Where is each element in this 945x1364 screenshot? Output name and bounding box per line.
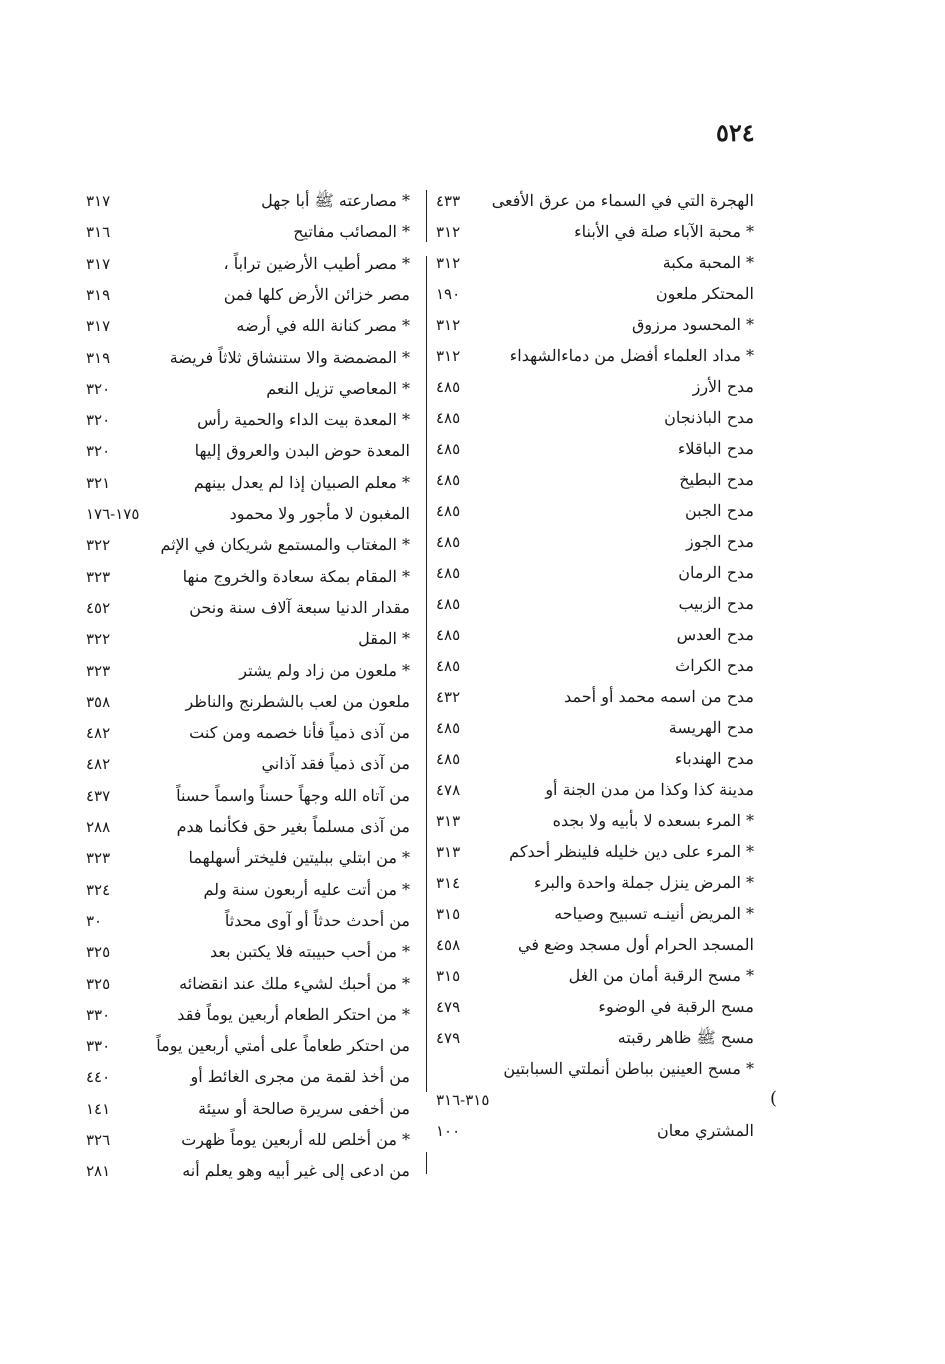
entry-term: * من أخلص لله أربعين يوماً ظهرت	[181, 1130, 410, 1149]
entry-term: * المعاصي تزيل النعم	[266, 378, 410, 398]
entry-page-number: ٣١٣	[436, 843, 461, 861]
index-entry	[86, 812, 416, 842]
index-entry	[432, 1085, 772, 1115]
entry-term: * المقام بمكة سعادة والخروج منها	[182, 566, 410, 586]
index-entry	[432, 558, 772, 588]
entry-page-number: ٤٧٩	[436, 1029, 461, 1047]
entry-page-number: ٤٨٢	[86, 755, 111, 774]
index-entry	[432, 899, 772, 929]
entry-page-number: ٣١٥-٣١٦	[436, 1091, 490, 1109]
entry-page-number: ٣١٣	[436, 812, 461, 830]
entry-page-number: ٣٢٣	[86, 661, 111, 680]
index-entry	[432, 992, 772, 1022]
entry-term: * المغتاب والمستمع شريكان في الإثم	[160, 535, 410, 555]
entry-term: مدح العدس	[676, 625, 754, 644]
index-entry	[432, 372, 772, 402]
index-entry	[432, 1054, 772, 1084]
entry-term: * المريض أنينـه تسبيح وصياحه	[554, 904, 754, 923]
entry-page-number: ٤٣٧	[86, 786, 111, 805]
index-column-right	[432, 186, 772, 1176]
entry-page-number: ٣٢٦	[86, 1131, 111, 1149]
entry-page-number: ٣٣٠	[86, 1037, 111, 1056]
entry-page-number: ٢٨٨	[86, 818, 111, 836]
entry-page-number: ٤٧٩	[436, 998, 461, 1016]
entry-page-number: ٤٨٥	[436, 502, 461, 520]
index-entry	[86, 1156, 416, 1186]
entry-term: مدح البطيخ	[679, 470, 754, 489]
index-entry	[86, 374, 416, 404]
entry-page-number: ٣٣٠	[86, 1005, 111, 1024]
entry-page-number: ٤٨٥	[436, 471, 461, 489]
entry-page-number: ٣١٢	[436, 316, 461, 334]
entry-page-number: ٣١٧	[86, 192, 111, 210]
entry-term: * معلم الصبيان إذا لم يعدل بينهم	[193, 472, 410, 492]
entry-page-number: ٤٣٢	[436, 688, 461, 706]
entry-page-number: ٤٤٠	[86, 1068, 111, 1087]
entry-page-number: ٤٧٨	[436, 781, 461, 799]
entry-page-number: ٣٢٣	[86, 567, 111, 586]
index-entry	[432, 837, 772, 867]
index-entry	[86, 311, 416, 341]
index-entry	[432, 775, 772, 805]
entry-page-number: ٣٢٥	[86, 943, 111, 962]
entry-page-number: ٤٨٥	[436, 533, 461, 551]
index-entry	[86, 875, 416, 905]
entry-term: مقدار الدنيا سبعة آلاف سنة ونحن	[189, 597, 410, 617]
entry-term: المعدة حوض البدن والعروق إليها	[194, 441, 410, 461]
index-entry	[432, 434, 772, 464]
entry-term: مسح ﷺ ظاهر رقبته	[617, 1028, 754, 1047]
entry-term: * مداد العلماء أفضل من دماءالشهداء	[509, 346, 754, 365]
index-entry	[432, 713, 772, 743]
entry-term: * المقل	[358, 629, 410, 649]
index-entry	[432, 682, 772, 712]
entry-term: * من ابتلي ببليتين فليختر أسهلهما	[188, 848, 410, 868]
entry-page-number: ٣٢١	[86, 473, 111, 492]
entry-term: * المحبة مكبة	[662, 253, 754, 272]
column-divider-top	[426, 190, 427, 242]
entry-page-number: ٣١٥	[436, 967, 461, 985]
index-entry	[432, 279, 772, 309]
entry-page-number: ٤٣٣	[436, 192, 461, 210]
index-entry	[86, 969, 416, 999]
entry-page-number: ١٧٥-١٧٦	[86, 505, 140, 523]
entry-term: من احتكر طعاماً على أمتي أربعين يوماً	[156, 1036, 410, 1056]
index-entry	[432, 1116, 772, 1146]
entry-term: مدح الجوز	[685, 532, 754, 551]
margin-mark: (	[770, 1088, 778, 1109]
entry-page-number: ٣١٦	[86, 223, 111, 242]
entry-term: المسجد الحرام أول مسجد وضع في	[517, 935, 754, 954]
entry-page-number: ١٩٠	[436, 285, 461, 303]
entry-term: * مصارعته ﷺ أبا جهل	[261, 191, 410, 210]
entry-term: مدح الكراث	[675, 656, 754, 675]
index-entry	[432, 310, 772, 340]
index-entry	[86, 906, 416, 936]
index-entry	[86, 186, 416, 216]
index-entry	[86, 343, 416, 373]
entry-term: * المضمضة والا ستنشاق ثلاثاً فريضة	[169, 347, 410, 367]
entry-page-number: ٤٨٥	[436, 626, 461, 644]
entry-page-number: ٣٥٨	[86, 692, 111, 711]
entry-term: مدح الزبيب	[678, 594, 754, 613]
index-entry	[86, 468, 416, 498]
entry-page-number: ٤٥٨	[436, 936, 461, 954]
column-divider	[426, 256, 427, 1092]
entry-term: مدينة كذا وكذا من مدن الجنة أو	[545, 780, 754, 799]
index-entry	[86, 530, 416, 560]
index-entry	[86, 1094, 416, 1124]
entry-term: من أخفى سريرة صالحة أو سيئة	[198, 1098, 410, 1118]
entry-page-number: ٣٢٥	[86, 974, 111, 993]
entry-page-number: ٢٨١	[86, 1162, 111, 1181]
entry-term: * مصر كنانة الله في أرضه	[236, 316, 410, 336]
entry-term: * من احتكر الطعام أربعين يوماً فقد	[177, 1004, 410, 1024]
index-entry	[86, 1031, 416, 1061]
index-entry	[86, 249, 416, 279]
index-entry	[86, 687, 416, 717]
entry-term: * المرء بسعده لا بأبيه ولا بجده	[552, 811, 754, 830]
entry-page-number: ٣١٢	[436, 223, 461, 241]
entry-term: من ادعى إلى غير أبيه وهو يعلم أنه	[182, 1161, 410, 1181]
index-entry	[86, 1125, 416, 1155]
entry-page-number: ٣١٢	[436, 254, 461, 272]
index-entry	[86, 656, 416, 686]
index-entry	[86, 436, 416, 466]
entry-page-number: ٤٨٥	[436, 378, 461, 396]
index-entry	[432, 186, 772, 216]
entry-page-number: ٤٨٢	[86, 724, 111, 743]
entry-term: مسح الرقبة في الوضوء	[598, 997, 754, 1016]
entry-term: الهجرة التي في السماء من عرق الأفعى	[491, 191, 754, 210]
entry-term: مدح الباقلاء	[677, 439, 754, 458]
entry-term: * من أحب حبيبته فلا يكتبن بعد	[210, 942, 410, 962]
index-entry	[86, 781, 416, 811]
index-entry	[86, 280, 416, 310]
entry-term: * مسح العينين بباطن أنملتي السبابتين	[503, 1059, 754, 1078]
entry-term: من أخذ لقمة من مجرى الغائط أو	[190, 1067, 410, 1087]
index-entry	[86, 499, 416, 529]
entry-term: المغبون لا مأجور ولا محمود	[229, 504, 410, 523]
index-entry	[86, 593, 416, 623]
entry-term: * مصر أطيب الأرضين تراباً ،	[223, 253, 410, 273]
column-divider-bottom	[426, 1152, 427, 1174]
entry-page-number: ٣٢٠	[86, 379, 111, 398]
index-entry	[432, 589, 772, 619]
index-entry	[432, 217, 772, 247]
entry-page-number: ٤٨٥	[436, 564, 461, 582]
index-entry	[86, 749, 416, 779]
index-entry	[432, 403, 772, 433]
entry-term: المشتري معان	[656, 1121, 754, 1140]
index-entry	[432, 868, 772, 898]
index-entry	[86, 1062, 416, 1092]
entry-term: * من أحبك لشيء ملك عند انقضائه	[179, 973, 410, 993]
entry-term: مدح الهندباء	[674, 749, 754, 768]
entry-page-number: ٣١٥	[436, 905, 461, 923]
entry-page-number: ١٤١	[86, 1099, 111, 1118]
index-entry	[432, 620, 772, 650]
index-entry	[86, 843, 416, 873]
entry-term: ملعون من لعب بالشطرنج والناظر	[185, 691, 410, 711]
entry-page-number: ٤٥٢	[86, 598, 111, 617]
index-entry	[432, 341, 772, 371]
entry-term: * ملعون من زاد ولم يشتر	[239, 660, 410, 680]
entry-term: من آذى ذمياً فقد آذاني	[261, 754, 410, 774]
entry-term: مدح الباذنجان	[664, 408, 754, 427]
entry-page-number: ١٠٠	[436, 1122, 461, 1140]
entry-term: * المرض ينزل جملة واحدة والبرء	[534, 873, 754, 892]
entry-term: مدح الرمان	[678, 563, 754, 582]
entry-term: مدح الأرز	[692, 377, 754, 396]
index-entry	[432, 527, 772, 557]
entry-term: * المعدة بيت الداء والحمية رأس	[197, 410, 410, 430]
index-entry	[432, 1023, 772, 1053]
entry-page-number: ٣٢٠	[86, 442, 111, 461]
entry-term: * محبة الآباء صلة في الأبناء	[574, 222, 754, 241]
index-entry	[432, 465, 772, 495]
index-entry	[86, 562, 416, 592]
index-entry	[432, 651, 772, 681]
entry-term: * المرء على دين خليله فلينظر أحدكم	[509, 842, 754, 861]
entry-term: مدح الهريسة	[668, 718, 754, 737]
entry-term: * المحسود مرزوق	[632, 315, 754, 334]
entry-term: * من أتت عليه أربعون سنة ولم	[203, 879, 410, 899]
entry-term: من أحدث حدثاً أو آوى محدثاً	[224, 910, 410, 930]
entry-page-number: ٣١٩	[86, 285, 111, 304]
index-entry	[86, 937, 416, 967]
index-entry	[432, 248, 772, 278]
entry-page-number: ٣١٧	[86, 254, 111, 273]
index-entry	[432, 806, 772, 836]
index-entry	[86, 1000, 416, 1030]
entry-term: من آذى مسلماً بغير حق فكأنما هدم	[176, 817, 410, 836]
entry-page-number: ٣١٤	[436, 874, 461, 892]
index-entry	[86, 217, 416, 247]
entry-page-number: ٤٨٥	[436, 750, 461, 768]
entry-page-number: ٣٢٢	[86, 630, 111, 649]
entry-page-number: ٣٠	[86, 911, 103, 930]
entry-page-number: ٣٢٤	[86, 880, 111, 899]
entry-page-number: ٤٨٥	[436, 409, 461, 427]
index-entry	[432, 961, 772, 991]
index-entry	[86, 405, 416, 435]
entry-term: * المصائب مفاتيح	[293, 222, 410, 242]
index-entry	[432, 496, 772, 526]
entry-term: مدح الجبن	[684, 501, 754, 520]
entry-term: من آذى ذمياً فأنا خصمه ومن كنت	[189, 723, 410, 743]
entry-page-number: ٤٨٥	[436, 595, 461, 613]
entry-page-number: ٤٨٥	[436, 719, 461, 737]
entry-page-number: ٣١٧	[86, 317, 111, 336]
entry-term: المحتكر ملعون	[655, 284, 754, 303]
entry-term: مصر خزائن الأرض كلها فمن	[223, 284, 410, 304]
index-column-left	[86, 186, 416, 1181]
page-number: ٥٢٤	[716, 118, 755, 147]
entry-page-number: ٣١٩	[86, 348, 111, 367]
entry-term: * مسح الرقبة أمان من الغل	[568, 966, 754, 985]
entry-page-number: ٤٨٥	[436, 440, 461, 458]
index-entry	[432, 744, 772, 774]
entry-page-number: ٤٨٥	[436, 657, 461, 675]
entry-page-number: ٣٢٠	[86, 411, 111, 430]
index-entry	[86, 718, 416, 748]
entry-term: من آتاه الله وجهاً حسناً واسماً حسناً	[176, 785, 410, 805]
entry-term: مدح من اسمه محمد أو أحمد	[564, 687, 754, 706]
entry-page-number: ٣٢٣	[86, 849, 111, 868]
index-entry	[432, 930, 772, 960]
index-entry	[86, 624, 416, 654]
entry-page-number: ٣١٢	[436, 347, 461, 365]
entry-page-number: ٣٢٢	[86, 536, 111, 555]
